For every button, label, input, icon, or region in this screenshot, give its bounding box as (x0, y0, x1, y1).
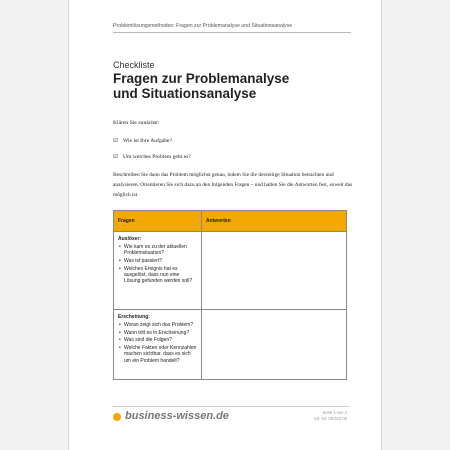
answer-cell[interactable] (202, 232, 347, 310)
question-list (118, 322, 197, 364)
table-row (114, 232, 347, 310)
page-info (314, 410, 347, 422)
header-divider (113, 32, 351, 33)
table-row (114, 310, 347, 380)
list-item: • Wann tritt es in Erscheinung? (124, 330, 197, 336)
list-item: • Was ist passiert? (124, 258, 197, 264)
list-item: • Was sind die Folgen? (124, 337, 197, 343)
questions-cell (114, 310, 202, 380)
answer-cell[interactable] (202, 310, 347, 380)
article-number: Art.-Nr. 09.023.03 (313, 416, 347, 421)
question-list (118, 244, 197, 284)
document-page (68, 0, 382, 450)
question-table (113, 210, 347, 380)
page-number: Seite 1 von 2 (322, 410, 347, 415)
section-title: Erscheinung: (118, 314, 150, 320)
section-title: Auslöser: (118, 236, 142, 242)
document-kicker: Checkliste (113, 60, 155, 70)
list-item: • Welches Ereignis hat es ausgelöst, dass nun eine Lösung gefunden werden soll? (124, 266, 197, 285)
intro-text: Klären Sie zunächst: (113, 120, 160, 126)
checklist-item-label: Wie ist Ihre Aufgabe? (123, 138, 173, 144)
checklist-item (113, 138, 172, 144)
table-header-row (114, 211, 347, 232)
brand-logo-icon (113, 413, 121, 421)
title-line-1: Fragen zur Problemanalyse (113, 71, 290, 86)
checkbox-icon: ☑ (113, 154, 118, 160)
list-item: • Welche Fakten oder Kennzahlen machen sichtbar, dass es sich um ein Problem handelt? (124, 345, 197, 364)
checklist-item-label: Um welches Problem geht es? (123, 154, 191, 160)
brand-name: business-wissen.de (125, 410, 229, 422)
instruction-paragraph: Beschreiben Sie dann das Problem möglichst genau, indem Sie die derzeitige Situation betrachten und analysieren. Orientieren Sie sich dazu an den folgenden Fragen – und halten Sie die Antworten fest, soweit das möglich ist. (113, 172, 353, 198)
footer-divider (113, 406, 349, 407)
questions-cell (114, 232, 202, 310)
checkbox-icon: ☑ (113, 138, 118, 144)
list-item: • Wie kam es zu der aktuellen Problemsituation? (124, 244, 197, 256)
title-line-2: und Situationsanalyse (113, 86, 257, 101)
document-title (113, 71, 353, 101)
list-item: • Woran zeigt sich das Problem? (124, 322, 197, 328)
checklist-item (113, 154, 191, 160)
column-header-questions: Fragen (114, 211, 202, 232)
column-header-answers: Antworten (202, 211, 347, 232)
running-header: Problemlösungsmethoden: Fragen zur Problemanalyse und Situationsanalyse (113, 23, 293, 29)
